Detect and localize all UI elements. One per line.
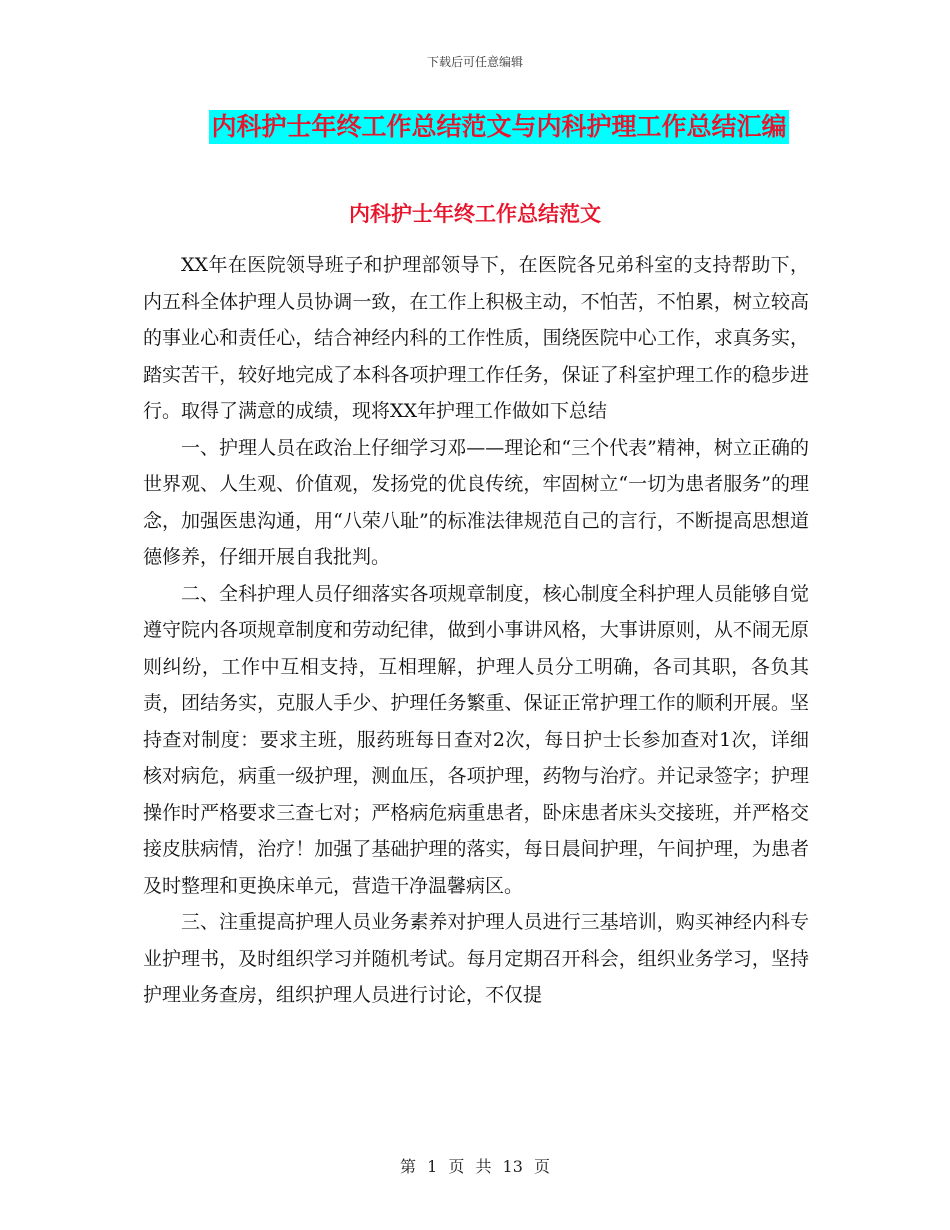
body-text (143, 247, 809, 1014)
paragraph-section-3: 三、注重提高护理人员业务素养对护理人员进行三基培训，购买神经内科专业护理书，及时组织学习并随机考试。每月定期召开科会，组织业务学习，坚持护理业务查房，组织护理人员进行讨论，不仅提 (143, 911, 809, 1006)
title-container (0, 110, 950, 144)
paragraph-section-1: 一、护理人员在政治上仔细学习邓——理论和“三个代表”精神，树立正确的世界观、人生观、价值观，发扬党的优良传统，牢固树立“一切为患者服务”的理念，加强医患沟通，用“八荣八耻”的标准法律规范自己的言行，不断提高思想道德修养，仔细开展自我批判。 (143, 436, 809, 568)
header-note: 下载后可任意编辑 (426, 55, 523, 69)
paragraph-section-2: 二、全科护理人员仔细落实各项规章制度，核心制度全科护理人员能够自觉遵守院内各项规章制度和劳动纪律，做到小事讲风格，大事讲原则，从不闹无原则纠纷，工作中互相支持，互相理解，护理人员分工明确，各司其职，各负其责，团结务实，克服人手少、护理任务繁重、保证正常护理工作的顺利开展。坚持查对制度：要求主班，服药班每日查对2次，每日护士长参加查对1次，详细核对病危，病重一级护理，测血压，各项护理，药物与治疗。并记录签字；护理操作时严格要求三查七对；严格病危病重患者，卧床患者床头交接班，并严格交接皮肤病情，治疗！加强了基础护理的落实，每日晨间护理，午间护理，为患者及时整理和更换床单元，营造干净温馨病区。 (143, 582, 809, 897)
document-title: 内科护士年终工作总结范文与内科护理工作总结汇编 (209, 110, 788, 144)
paragraph-intro: XX年在医院领导班子和护理部领导下，在医院各兄弟科室的支持帮助下，内五科全体护理人员协调一致，在工作上积极主动，不怕苦，不怕累，树立较高的事业心和责任心，结合神经内科的工作性质，围绕医院中心工作，求真务实，踏实苦干，较好地完成了本科各项护理工作任务，保证了科室护理工作的稳步进行。取得了满意的成绩，现将XX年护理工作做如下总结 (143, 254, 809, 422)
page-footer: 第 1 页 共 13 页 (400, 1157, 550, 1176)
section-title: 内科护士年终工作总结范文 (349, 202, 601, 226)
